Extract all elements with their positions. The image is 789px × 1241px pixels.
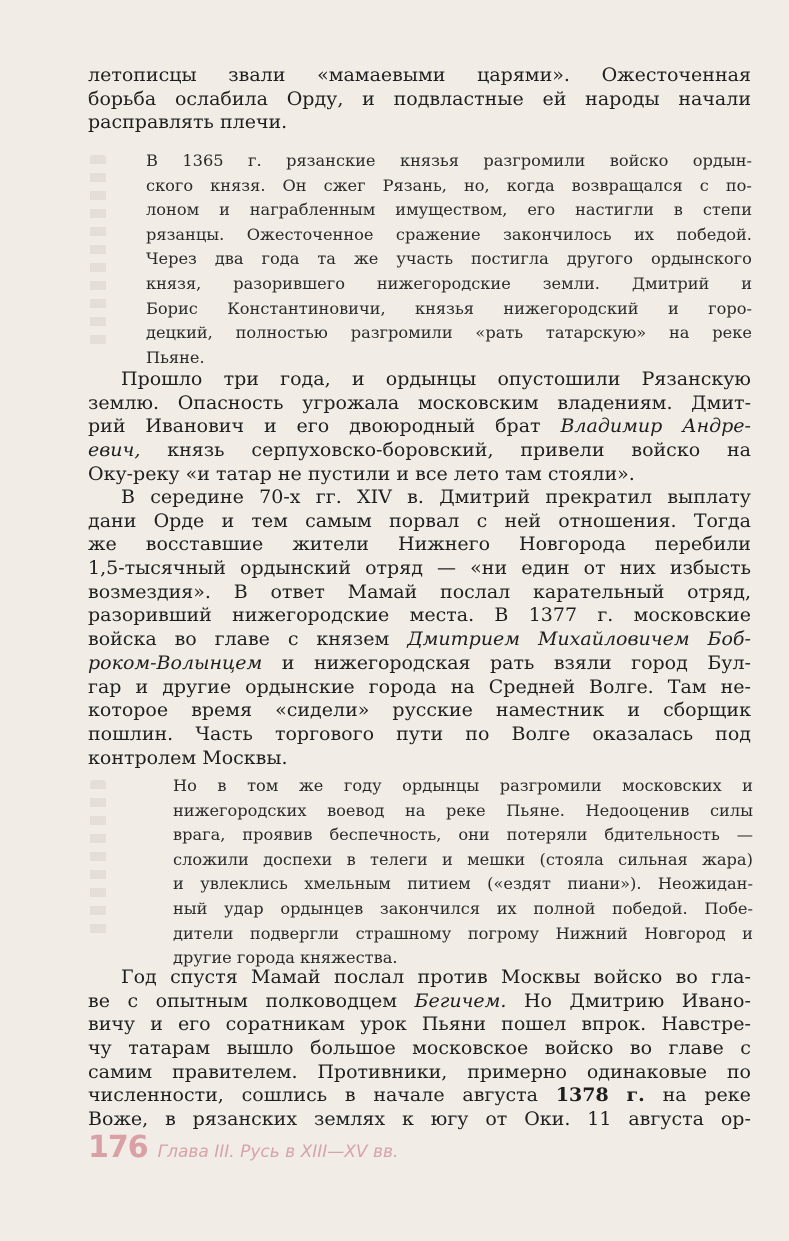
text-line: рязанцы. Ожесточенное сражение закончилось их победой. [146, 224, 752, 244]
paragraph-three-years [88, 368, 751, 486]
text-line: Но в том же году ордынцы разгромили московских и [173, 776, 753, 795]
text-line: самим правителем. Противники, примерно одинаковые по [88, 1060, 751, 1083]
text-line: врага, проявив беспечность, они потеряли бдительность — [173, 825, 753, 845]
text-line: Борис Константиновичи, князья нижегородский и горо- [146, 298, 752, 318]
text-line: которое время «сидели» русские наместник и сборщик [88, 699, 751, 722]
text-line: численности, сошлись в начале августа 1378 г. на реке [88, 1084, 751, 1107]
text-line: землю. Опасность угрожала московским владениям. Дмит- [88, 391, 751, 414]
text-line: ве с опытным полководцем Бегичем. Но Дмитрию Ивано- [88, 989, 751, 1012]
text-line: гар и другие ордынские города на Средней Волге. Там не- [88, 675, 751, 698]
page-footer [88, 1130, 398, 1170]
section-marker [90, 155, 106, 345]
running-head: Глава III. Русь в XIII—XV вв. [157, 1142, 399, 1162]
text-line: борьба ослабила Орду, и подвластные ей народы начали [88, 87, 751, 110]
text-line: рий Иванович и его двоюродный брат Владимир Андре- [88, 415, 751, 438]
paragraph-vozha-battle [88, 966, 751, 1132]
text-line: контролем Москвы. [88, 746, 288, 769]
text-line: ского князя. Он сжег Рязань, но, когда возвращался с по- [146, 175, 752, 195]
text-line: же восставшие жители Нижнего Новгорода перебили [88, 533, 751, 556]
text-line: Год спустя Мамай послал против Москвы войско во гла- [121, 966, 751, 988]
small-print-ryazan-1365 [146, 149, 752, 370]
text-line: нижегородских воевод на реке Пьяне. Недооценив силы [173, 800, 753, 820]
text-line: расправлять плечи. [88, 111, 288, 134]
text-line: ный удар ордынцев закончился их полной победой. Побе- [173, 898, 753, 918]
text-line: разоривший нижегородские места. В 1377 г. московские [88, 604, 751, 627]
text-line: 1,5-тысячный ордынский отряд — «ни един от них избысть [88, 557, 751, 580]
text-line: чу татарам вышло большое московское войско во главе с [88, 1037, 751, 1060]
paragraph-intro [88, 64, 751, 135]
text-line: летописцы звали «мамаевыми царями». Ожесточенная [88, 64, 751, 86]
text-line: пошлин. Часть торгового пути по Волге оказалась под [88, 722, 751, 745]
text-line: Оку-реку «и татар не пустили и все лето там стояли». [88, 462, 635, 485]
text-line: лоном и награбленным имуществом, его настигли в степи [146, 200, 752, 220]
text-line: вичу и его соратникам урок Пьяни пошел впрок. Навстре- [88, 1013, 751, 1036]
text-line: Прошло три года, и ордынцы опустошили Рязанскую [121, 368, 751, 390]
text-line: и увлеклись хмельным питием («ездят пиани»). Неожидан- [173, 874, 753, 894]
text-line: Пьяне. [146, 347, 205, 367]
text-line: сложили доспехи в телеги и мешки (стояла сильная жара) [173, 849, 753, 869]
small-print-pyana-battle [173, 774, 753, 971]
text-line: князя, разорившего нижегородские земли. Дмитрий и [146, 273, 752, 293]
text-line: децкий, полностью разгромили «рать татарскую» на реке [146, 323, 752, 343]
text-line: возмездия». В ответ Мамай послал карательный отряд, [88, 580, 751, 603]
text-line: В 1365 г. рязанские князья разгромили войско ордын- [146, 151, 752, 170]
text-line: евич, князь серпуховско-боровский, привели войско на [88, 439, 751, 462]
text-line: дани Орде и тем самым порвал с ней отношения. Тогда [88, 509, 751, 532]
text-line: войска во главе с князем Дмитрием Михайловичем Боб- [88, 628, 751, 651]
text-line: В середине 70-х гг. XIV в. Дмитрий прекратил выплату [121, 486, 751, 508]
page-number: 176 [88, 1130, 148, 1165]
text-line: другие города княжества. [173, 948, 398, 968]
section-marker [90, 780, 106, 940]
text-line: Воже, в рязанских землях к югу от Оки. 11 августа ор- [88, 1108, 751, 1131]
text-line: роком-Волынцем и нижегородская рать взяли город Бул- [88, 651, 751, 674]
paragraph-seventies [88, 486, 751, 770]
text-line: Через два года та же участь постигла другого ордынского [146, 249, 752, 269]
text-line: дители подвергли страшному погрому Нижний Новгород и [173, 923, 753, 943]
